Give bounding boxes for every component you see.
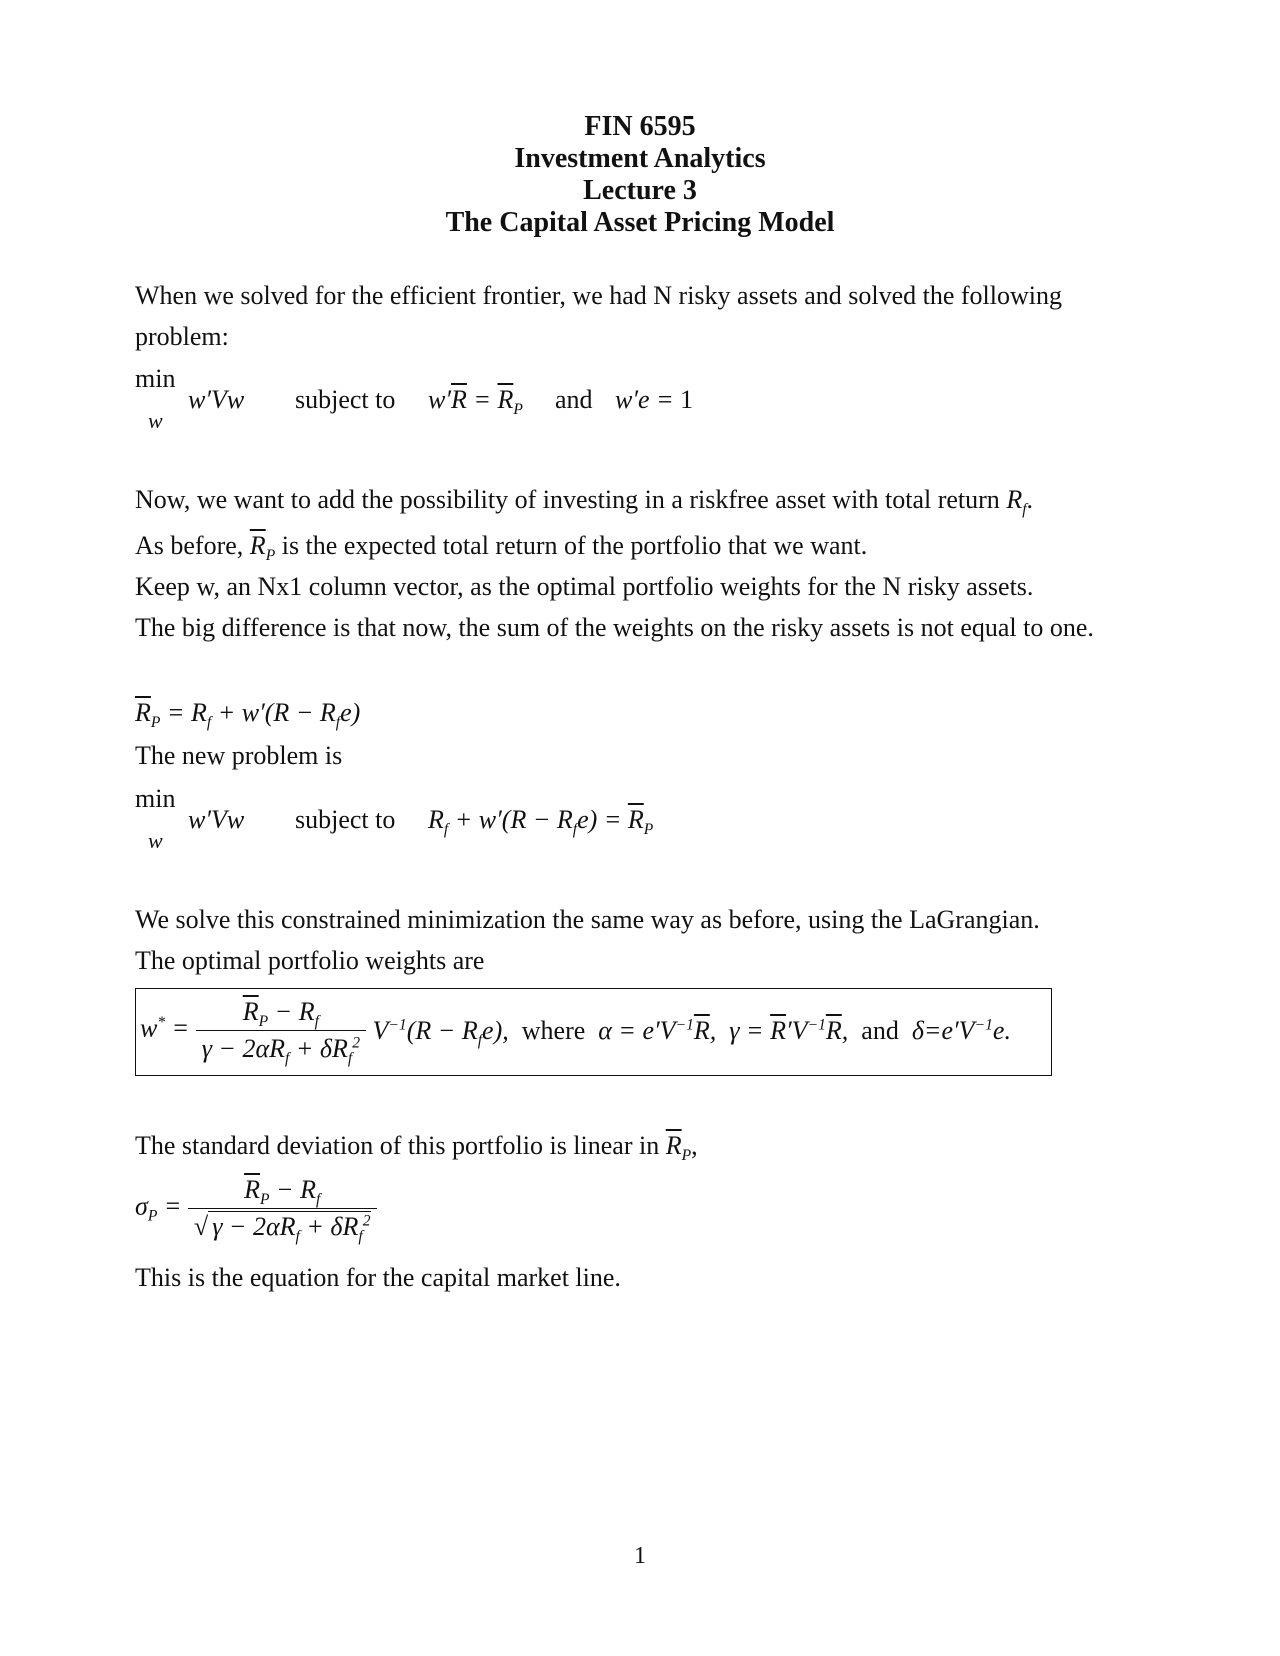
paragraph-1-line-2: problem: (135, 322, 229, 351)
std-line-text: The standard deviation of this portfolio is linear in (135, 1131, 660, 1160)
cml-line: This is the equation for the capital market line. (135, 1263, 621, 1292)
paragraph-3-line-2: The optimal portfolio weights are (135, 946, 485, 975)
lecture-title: The Capital Asset Pricing Model (445, 207, 835, 238)
std-line: The standard deviation of this portfolio is linear in $\overline{R}_P$, (135, 1131, 698, 1165)
objective-1: w′Vw (188, 385, 245, 414)
new-problem-label: The new problem is (135, 741, 343, 770)
subject-to-1: subject to (295, 385, 396, 414)
where-label: where (521, 1015, 586, 1045)
p2-line2a-text: As before, (135, 531, 244, 560)
paragraph-2-line-4: The big difference is that now, the sum of the weights on the risky assets is not equal to one. (135, 613, 1094, 642)
paragraph-2-line-2: As before, $\overline{R}_P$ is the expected total return of the portfolio that we want. (135, 531, 868, 565)
min-operator: min (135, 364, 176, 393)
min-operator-2: min (135, 784, 176, 813)
paragraph-2-line-3: Keep w, an Nx1 column vector, as the optimal portfolio weights for the N risky assets. (135, 572, 1034, 601)
and-1: and (555, 385, 593, 414)
p2-line1-text: Now, we want to add the possibility of investing in a riskfree asset with total return (135, 485, 1000, 514)
sigma-fraction: $\frac{\overline{R}_P - R_f}{√ \gamma - 2\alpha R_f + \delta R_f^2}$ (188, 1172, 377, 1245)
subject-to-2: subject to (295, 805, 396, 834)
min-subscript-2: w (148, 828, 163, 853)
constraint-return: $w'\overline{R} = \overline{R}_P$ (428, 385, 523, 419)
min-subscript: w (148, 408, 163, 433)
course-name: Investment Analytics (514, 143, 766, 174)
and-2: and (861, 1015, 899, 1045)
optimal-weights-equation: w* = $\frac{\overline{R}_P - R_f}{\gamma - 2\alpha R_f + \delta R_f^2}$ $V^{-1}(R - R_fe)$, where $\alpha = e'V^{-1}\overline{R}$, $\gamma = \overline{R}'V^{-1}\overline{R}$, and $\delta=e'V^{-1}e$. (140, 994, 1011, 1067)
weights-fraction: $\frac{\overline{R}_P - R_f}{\gamma - 2\alpha R_f + \delta R_f^2}$ (196, 994, 366, 1067)
page-number: 1 (634, 1543, 646, 1569)
constraint-budget: w′e = 1 (615, 385, 694, 414)
objective-2: w′Vw (188, 805, 245, 834)
paragraph-1-line-1: When we solved for the efficient frontier, we had N risky assets and solved the following (135, 281, 1062, 310)
constraint-riskfree: $R_f + w'(R - R_fe) = \overline{R}_P$ (428, 805, 654, 839)
paragraph-2-line-1: Now, we want to add the possibility of investing in a riskfree asset with total return $R_f$. (135, 485, 1034, 519)
course-code: FIN 6595 (584, 111, 696, 142)
p2-line2b-text: is the expected total return of the portfolio that we want. (281, 531, 868, 560)
lecture-number: Lecture 3 (583, 175, 697, 206)
paragraph-3-line-1: We solve this constrained minimization the same way as before, using the LaGrangian. (135, 905, 1040, 934)
sigma-equation: $\sigma_P$ = $\frac{\overline{R}_P - R_f}{√ \gamma - 2\alpha R_f + \delta R_f^2}$ (135, 1172, 377, 1245)
portfolio-return-equation: $\overline{R}_P = R_f + w'(R - R_fe)$ (135, 698, 361, 732)
